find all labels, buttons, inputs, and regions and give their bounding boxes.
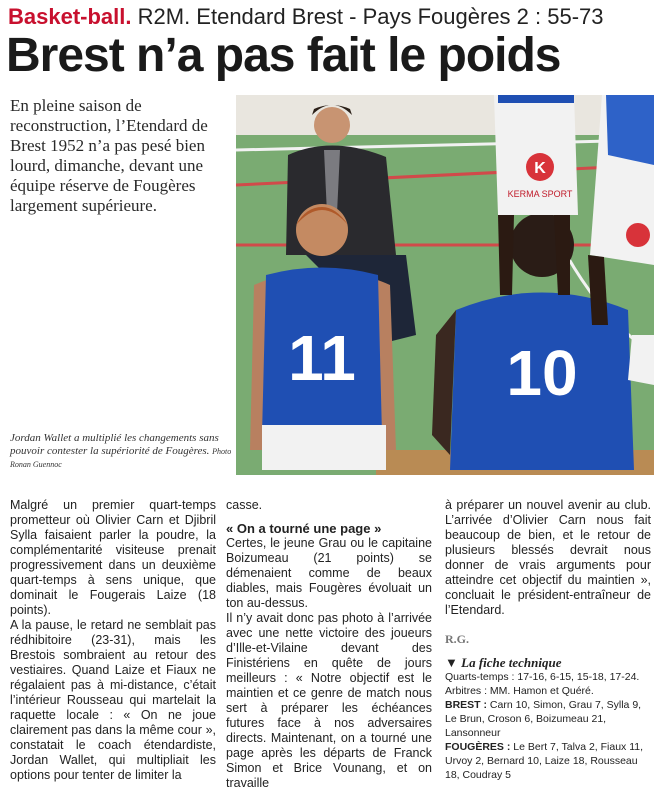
match-result: R2M. Etendard Brest - Pays Fougères 2 : 55-73 (137, 4, 604, 29)
fiche-title-text: La fiche technique (461, 655, 562, 670)
svg-text:K: K (534, 160, 546, 177)
column-2 (226, 498, 432, 791)
jersey-number-right: 10 (506, 337, 578, 409)
column-3 (445, 498, 651, 782)
column-1 (10, 498, 216, 783)
brest-label: BREST : (445, 699, 487, 711)
col2-subhead: « On a tourné une page » (226, 521, 382, 536)
jersey-number-left: 11 (288, 322, 356, 394)
col1-paragraph-2: A la pause, le retard ne semblait pas rédhibitoire (23-31), mais les Brestois sombraient au retour des vestiaires. Quand Laize et Fiaux ne régalaient pas à mi-distance, c’était l’intérieur Rousseau qui martelait la raquette locale : « On ne joue clairement pas dans la même cour », constatait le coach étendardiste, Jordan Wallet, qui multipliait les options pour tenter de limiter la (10, 618, 216, 782)
referees: Arbitres : MM. Hamon et Quéré. (445, 685, 594, 697)
intro-paragraph: En pleine saison de reconstruction, l’Etendard de Brest 1952 n’a pas pesé bien lourd, dimanche, devant une équipe réserve de Fougères largement supérieure. (10, 96, 208, 215)
triangle-icon: ▼ (445, 655, 462, 670)
photo-caption (10, 432, 232, 471)
fougeres-players: Le Bert 7, Talva 2, Fiaux 11, Urvoy 2, Bernard 10, Laize 18, Rousseau 18, Coudray 5 (445, 741, 644, 781)
fougeres-label: FOUGÈRES : (445, 741, 511, 753)
col2-paragraph-2: Certes, le jeune Grau ou le capitaine Boizumeau (21 points) se démenaient comme de beaux diables, mais Fougères évoluait un ton au-dessus. (226, 536, 432, 610)
col1-paragraph-1: Malgré un premier quart-temps prometteur où Olivier Carn et Djibril Sylla faisaient parler la poudre, la complémentarité visiteuse prenait progressivement dans un deuxième quart-temps à sens unique, que dominait le Fougerais Laize (18 points). (10, 498, 216, 617)
fiche-technique-title (445, 655, 651, 670)
fougeres-roster (445, 740, 651, 782)
brest-players: Carn 10, Simon, Grau 7, Sylla 9, Le Brun, Croson 6, Boizumeau 21, Lansonneur (445, 699, 642, 739)
col3-paragraph-1: à préparer un nouvel avenir au club. L’arrivée d’Olivier Carn nous fait beaucoup de bien, et le retour de plusieurs blessés devrait nous donner de vrais arguments pour atteindre cet objectif du maintien », concluait le président-entraîneur de l’Etendard. (445, 498, 651, 617)
col2-paragraph-1: casse. (226, 498, 263, 512)
photo-credit: Photo Ronan Guennoc (10, 447, 232, 469)
brest-roster (445, 698, 651, 740)
photo-illustration (236, 95, 654, 475)
quarters: Quarts-temps : 17-16, 6-15, 15-18, 17-24. (445, 671, 640, 683)
jersey-tag: KERMA SPORT (507, 189, 573, 199)
kicker (8, 4, 604, 30)
sport-label: Basket-ball. (8, 4, 132, 29)
signature: R.G. (445, 632, 469, 646)
article-photo (236, 95, 654, 475)
caption-text: Jordan Wallet a multiplié les changements sans pouvoir contester la supériorité de Fougères. (10, 432, 219, 457)
headline: Brest n’a pas fait le poids (6, 29, 561, 82)
col2-paragraph-3: Il n’y avait donc pas photo à l’arrivée avec une nette victoire des joueurs d’Ille-et-Vilaine devant des Finistériens en quête de jours meilleurs : « Notre objectif est le maintien et ce genre de match nous sert à préparer les échéances futures face à nos adversaires directs. Maintenant, on a tourné une page après les départs de Franck Simon et Brice Vounang, et on travaille (226, 611, 432, 790)
